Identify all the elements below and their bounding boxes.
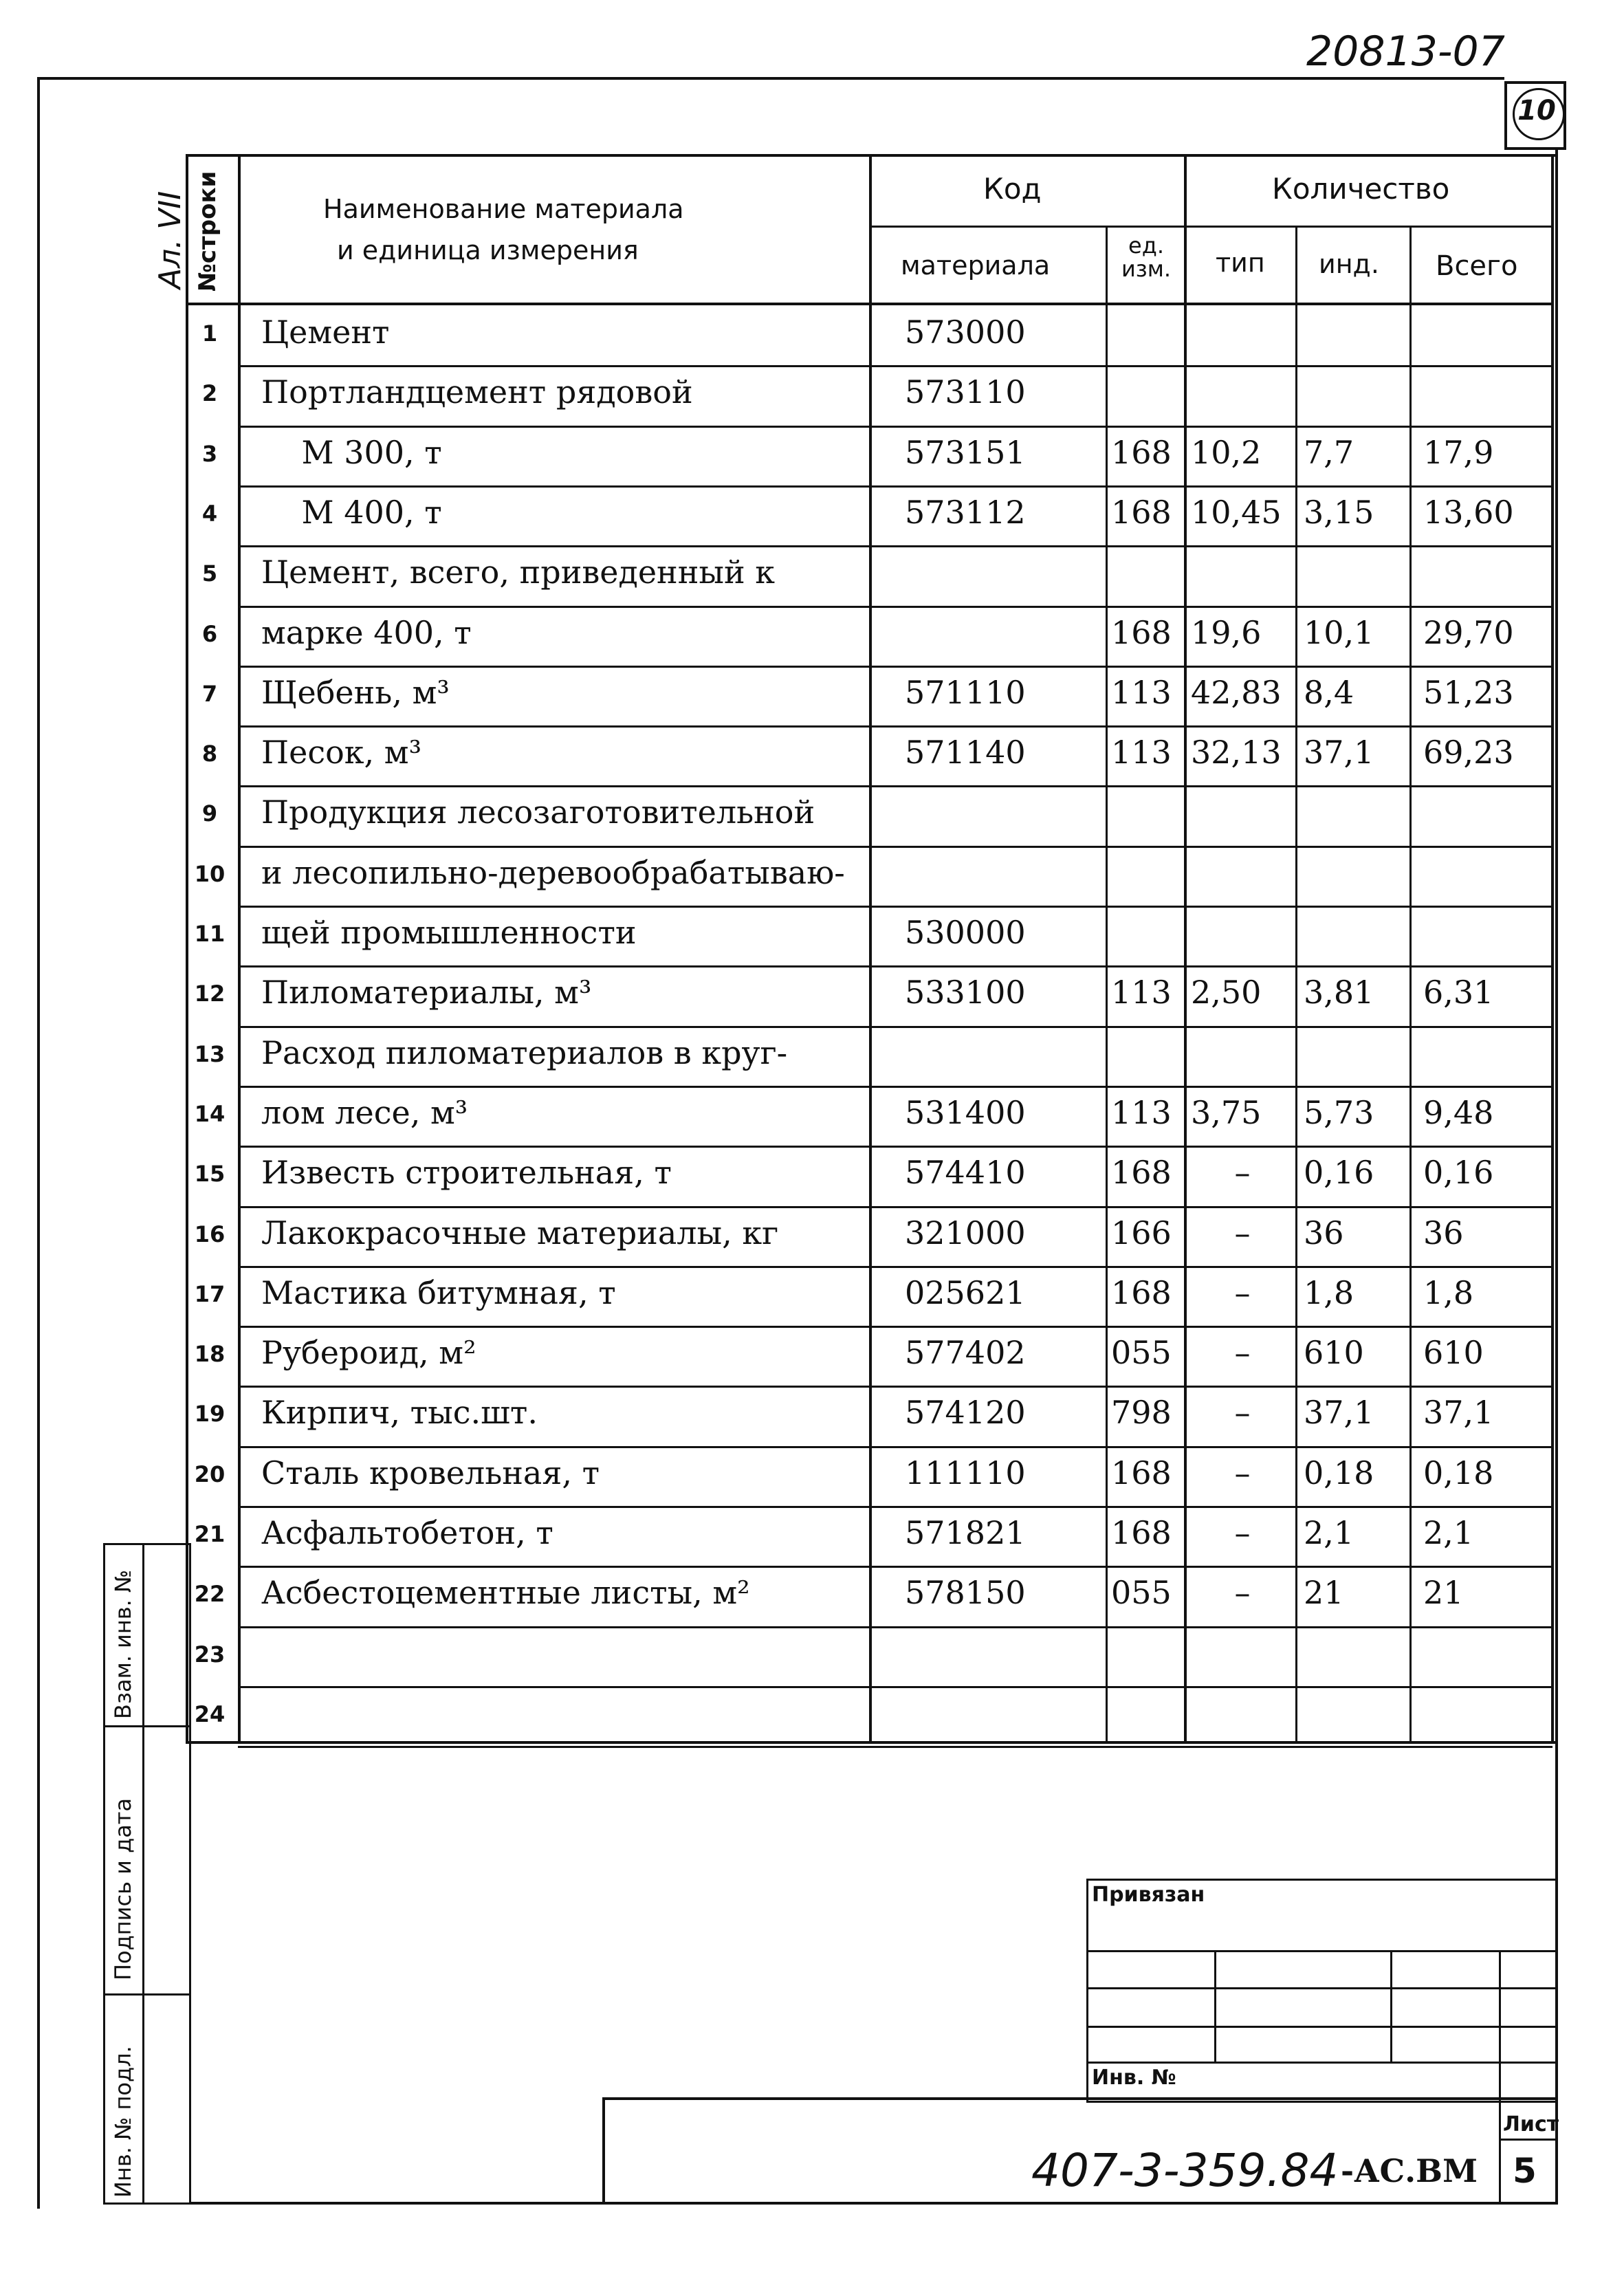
cell-n: 15	[194, 1161, 226, 1188]
cell-n: 5	[201, 560, 218, 587]
header-name-line2: и единица измерения	[337, 235, 639, 265]
doc-code-hand: 407-3-359.84	[1031, 2144, 1339, 2197]
cell-tip: 10,45	[1191, 493, 1282, 531]
row-separator	[238, 1026, 1552, 1028]
page-badge-number: 10	[1517, 95, 1556, 127]
inv-no-label: Инв. №	[1092, 2066, 1176, 2090]
header-quantity: Количество	[1272, 172, 1450, 206]
outer-frame-left	[37, 77, 40, 2209]
vline-code-qty	[1184, 154, 1187, 1744]
cell-name: Асфальтобетон, т	[261, 1514, 553, 1551]
privyazan-col1	[1214, 1950, 1216, 2063]
cell-unit: 168	[1111, 1273, 1172, 1311]
cell-ind: 3,81	[1304, 974, 1374, 1012]
cell-ind: 37,1	[1304, 1394, 1374, 1432]
cell-code: 573000	[905, 314, 1026, 351]
cell-name: Продукция лесозаготовительной	[261, 794, 815, 831]
cell-name: Цемент	[261, 314, 390, 351]
cell-n: 13	[194, 1040, 226, 1067]
cell-n: 9	[201, 800, 218, 827]
cell-name: М 400, т	[261, 493, 442, 531]
cell-tip: 32,13	[1191, 734, 1282, 772]
cell-total: 6,31	[1423, 974, 1494, 1012]
cell-total: 13,60	[1423, 493, 1514, 531]
hline-subheader	[869, 226, 1554, 228]
cell-total: 0,18	[1423, 1454, 1494, 1491]
cell-tip: –	[1234, 1273, 1251, 1311]
sheet-number: 5	[1513, 2151, 1537, 2191]
cell-code: 578150	[905, 1574, 1026, 1612]
cell-name: Портландцемент рядовой	[261, 373, 693, 411]
cell-total: 69,23	[1423, 734, 1514, 772]
cell-name: Известь строительная, т	[261, 1154, 672, 1192]
cell-n: 2	[201, 380, 218, 407]
cell-tip: –	[1234, 1394, 1251, 1432]
cell-n: 8	[201, 741, 218, 767]
cell-code: 573151	[905, 433, 1026, 471]
cell-unit: 113	[1111, 1093, 1172, 1131]
header-qty-type: тип	[1216, 248, 1265, 278]
privyazan-line3	[1086, 2026, 1555, 2028]
cell-tip: –	[1234, 1574, 1251, 1612]
cell-name: Рубероид, м²	[261, 1334, 476, 1372]
cell-total: 1,8	[1423, 1273, 1474, 1311]
title-sheet-divider	[1499, 2097, 1501, 2205]
row-separator	[238, 785, 1552, 787]
cell-total: 17,9	[1423, 433, 1494, 471]
cell-ind: 8,4	[1304, 673, 1354, 711]
cell-ind: 36	[1304, 1214, 1344, 1251]
cell-n: 18	[194, 1341, 226, 1368]
row-separator	[238, 545, 1552, 547]
header-qty-ind: инд.	[1319, 249, 1379, 279]
cell-unit: 798	[1111, 1394, 1172, 1432]
cell-tip: 42,83	[1191, 673, 1282, 711]
cell-code: 025621	[905, 1273, 1026, 1311]
cell-unit: 113	[1111, 673, 1172, 711]
cell-total: 2,1	[1423, 1514, 1474, 1551]
row-separator	[238, 1566, 1552, 1568]
cell-code: 573110	[905, 373, 1026, 411]
cell-name: Сталь кровельная, т	[261, 1454, 600, 1491]
cell-total: 0,16	[1423, 1154, 1494, 1192]
row-separator	[238, 1506, 1552, 1508]
cell-tip: –	[1234, 1334, 1251, 1372]
vline-name	[869, 154, 872, 1744]
cell-code: 530000	[905, 914, 1026, 951]
cell-name: марке 400, т	[261, 613, 472, 651]
cell-code: 571821	[905, 1514, 1026, 1551]
cell-ind: 5,73	[1304, 1093, 1374, 1131]
cell-unit: 055	[1111, 1574, 1172, 1612]
cell-name: Пиломатериалы, м³	[261, 974, 592, 1012]
row-separator	[238, 1086, 1552, 1088]
header-row-number: №строки	[194, 171, 221, 292]
row-separator	[238, 1686, 1552, 1688]
vline-ind	[1409, 227, 1412, 1744]
cell-n: 14	[194, 1100, 226, 1127]
header-code-unit: ед. изм.	[1121, 232, 1172, 282]
row-separator	[238, 606, 1552, 608]
header-code-material: материала	[901, 250, 1051, 281]
cell-name: щей промышленности	[261, 914, 637, 951]
cell-code: 531400	[905, 1093, 1026, 1131]
cell-tip: 19,6	[1191, 613, 1262, 651]
materials-table	[186, 154, 1555, 1744]
side-vzam: Взам. инв. №	[110, 1569, 136, 1719]
cell-n: 24	[194, 1701, 226, 1727]
cell-code: 111110	[905, 1454, 1026, 1491]
cell-code: 321000	[905, 1214, 1026, 1251]
side-stamp-divider	[142, 1545, 144, 2202]
cell-unit: 168	[1111, 613, 1172, 651]
cell-name: М 300, т	[261, 433, 442, 471]
cell-ind: 0,18	[1304, 1454, 1374, 1491]
privyazan-col2	[1390, 1950, 1392, 2063]
cell-n: 10	[194, 860, 226, 887]
vline-num	[238, 154, 241, 1744]
cell-n: 12	[194, 981, 226, 1007]
outer-frame-right	[1555, 149, 1558, 2205]
cell-ind: 1,8	[1304, 1273, 1354, 1311]
row-separator	[238, 485, 1552, 488]
cell-name: Цемент, всего, приведенный к	[261, 554, 776, 591]
vline-right	[1551, 154, 1554, 1744]
row-separator	[238, 906, 1552, 908]
doc-code-suffix: -АС.ВМ	[1341, 2152, 1478, 2189]
cell-unit: 168	[1111, 1454, 1172, 1491]
cell-ind: 0,16	[1304, 1154, 1374, 1192]
cell-ind: 37,1	[1304, 734, 1374, 772]
sheet-label: Лист	[1503, 2112, 1559, 2136]
cell-total: 29,70	[1423, 613, 1514, 651]
cell-total: 21	[1423, 1574, 1464, 1612]
cell-total: 610	[1423, 1334, 1484, 1372]
cell-unit: 166	[1111, 1214, 1172, 1251]
cell-name: Лакокрасочные материалы, кг	[261, 1214, 779, 1251]
cell-total: 9,48	[1423, 1093, 1494, 1131]
cell-name: Расход пиломатериалов в круг-	[261, 1034, 788, 1071]
cell-name: и лесопильно-деревообрабатываю-	[261, 853, 845, 891]
margin-label: Ал. VII	[153, 190, 188, 289]
cell-n: 1	[201, 320, 218, 347]
hline-header-bottom	[186, 303, 1554, 305]
cell-n: 11	[194, 921, 226, 947]
title-sheet-line	[1499, 2139, 1557, 2141]
header-qty-total: Всего	[1436, 250, 1518, 282]
cell-n: 16	[194, 1221, 226, 1247]
cell-code: 571110	[905, 673, 1026, 711]
cell-n: 21	[194, 1521, 226, 1547]
row-separator	[238, 666, 1552, 668]
side-stamp-line1	[105, 1725, 189, 1727]
cell-tip: –	[1234, 1154, 1251, 1192]
cell-code: 574410	[905, 1154, 1026, 1192]
row-separator	[238, 1746, 1552, 1748]
cell-tip: –	[1234, 1454, 1251, 1491]
row-separator	[238, 846, 1552, 848]
cell-n: 4	[201, 500, 218, 527]
cell-total: 36	[1423, 1214, 1464, 1251]
row-separator	[238, 1446, 1552, 1448]
cell-ind: 2,1	[1304, 1514, 1354, 1551]
cell-n: 23	[194, 1641, 226, 1668]
header-name-line1: Наименование материала	[323, 194, 684, 224]
row-separator	[238, 1626, 1552, 1628]
privyazan-line2	[1086, 1987, 1555, 1989]
row-separator	[238, 725, 1552, 728]
cell-name: Щебень, м³	[261, 673, 450, 711]
cell-ind: 10,1	[1304, 613, 1374, 651]
cell-tip: 3,75	[1191, 1093, 1262, 1131]
cell-n: 7	[201, 680, 218, 707]
cell-unit: 168	[1111, 433, 1172, 471]
cell-total: 37,1	[1423, 1394, 1494, 1432]
header-code: Код	[983, 172, 1042, 206]
cell-name: Кирпич, тыс.шт.	[261, 1394, 538, 1432]
cell-tip: 2,50	[1191, 974, 1262, 1012]
row-separator	[238, 1326, 1552, 1328]
side-podpis: Подпись и дата	[110, 1797, 136, 1980]
row-separator	[238, 426, 1552, 428]
vline-tip	[1295, 227, 1297, 1744]
cell-ind: 7,7	[1304, 433, 1354, 471]
row-separator	[238, 365, 1552, 367]
row-separator	[238, 965, 1552, 967]
vline-unit	[1106, 227, 1108, 1744]
cell-unit: 168	[1111, 1514, 1172, 1551]
cell-ind: 3,15	[1304, 493, 1374, 531]
cell-ind: 21	[1304, 1574, 1344, 1612]
cell-unit: 113	[1111, 734, 1172, 772]
cell-total: 51,23	[1423, 673, 1514, 711]
cell-n: 22	[194, 1581, 226, 1608]
row-separator	[238, 1266, 1552, 1268]
side-stamp-line2	[105, 1993, 189, 1996]
cell-name: Песок, м³	[261, 734, 422, 772]
cell-tip: 10,2	[1191, 433, 1262, 471]
cell-unit: 168	[1111, 1154, 1172, 1192]
cell-unit: 055	[1111, 1334, 1172, 1372]
cell-n: 17	[194, 1280, 226, 1307]
privyazan-line1	[1086, 1950, 1555, 1952]
cell-code: 574120	[905, 1394, 1026, 1432]
document-number: 20813-07	[1306, 28, 1505, 76]
cell-code: 533100	[905, 974, 1026, 1012]
cell-tip: –	[1234, 1514, 1251, 1551]
cell-code: 571140	[905, 734, 1026, 772]
privyazan-label: Привязан	[1092, 1883, 1205, 1907]
cell-code: 573112	[905, 493, 1026, 531]
cell-tip: –	[1234, 1214, 1251, 1251]
row-separator	[238, 1206, 1552, 1208]
row-separator	[238, 1386, 1552, 1388]
cell-n: 20	[194, 1461, 226, 1487]
cell-n: 6	[201, 620, 218, 647]
cell-n: 19	[194, 1401, 226, 1428]
cell-name: Мастика битумная, т	[261, 1273, 616, 1311]
row-separator	[238, 1146, 1552, 1148]
cell-name: Асбестоцементные листы, м²	[261, 1574, 750, 1612]
cell-unit: 168	[1111, 493, 1172, 531]
privyazan-col3	[1499, 1950, 1501, 2103]
cell-code: 577402	[905, 1334, 1026, 1372]
cell-name: лом лесе, м³	[261, 1093, 468, 1131]
privyazan-line4	[1086, 2062, 1555, 2064]
outer-frame-top	[37, 77, 1504, 80]
cell-n: 3	[201, 440, 218, 467]
cell-unit: 113	[1111, 974, 1172, 1012]
cell-ind: 610	[1304, 1334, 1364, 1372]
side-inv-podl: Инв. № подл.	[110, 2046, 136, 2198]
